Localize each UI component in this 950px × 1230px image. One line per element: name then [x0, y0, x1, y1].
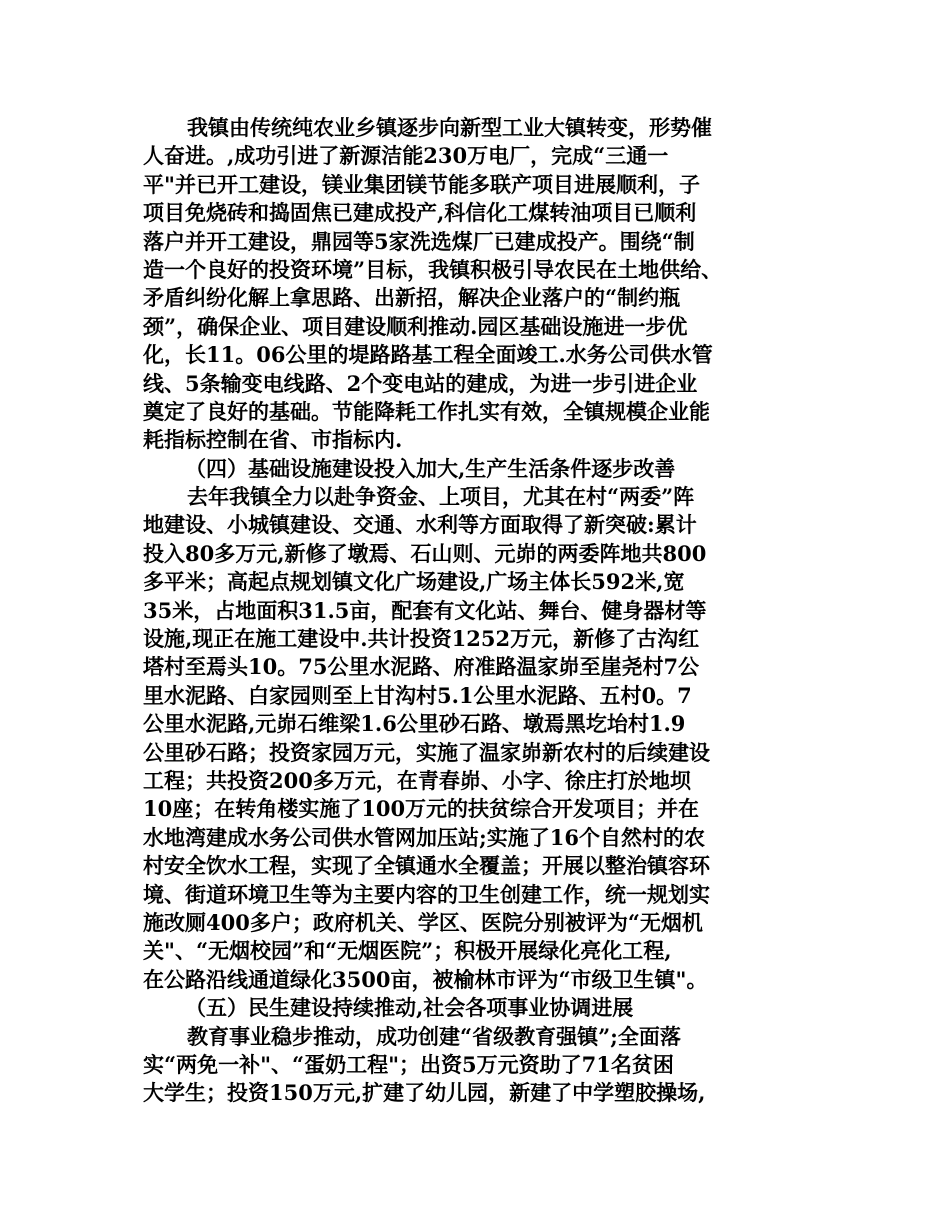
- paragraph-line: 10座；在转角楼实施了100万元的扶贫综合开发项目；并在: [143, 796, 700, 822]
- paragraph-line: 平"并已开工建设，镁业集团镁节能多联产项目进展顺利，子: [143, 171, 700, 197]
- paragraph-line: 工程；共投资200多万元，在青春峁、小字、徐庄打於地坝: [143, 767, 691, 793]
- paragraph-line: 教育事业稳步推动，成功创建“省级教育强镇”;全面落: [187, 1023, 681, 1049]
- paragraph-line: 落户并开工建设，鼎园等5家洗选煤厂已建成投产。围绕“制: [143, 228, 695, 254]
- paragraph-line: 水地湾建成水务公司供水管网加压站;实施了16个自然村的农: [143, 824, 705, 850]
- paragraph-line: 施改厕400多户；政府机关、学区、医院分别被评为“无烟机: [143, 909, 703, 935]
- paragraph-line: 里水泥路、白家园则至上甘沟村5.1公里水泥路、五村0。7: [143, 682, 692, 708]
- paragraph-line: 塔村至焉头10。75公里水泥路、府准路温家峁至崖尧村7公: [143, 654, 700, 680]
- paragraph-line: 地建设、小城镇建设、交通、水利等方面取得了新突破:累计: [143, 512, 697, 538]
- paragraph-line: 投入80多万元,新修了墩焉、石山则、元峁的两委阵地共800: [143, 540, 707, 566]
- paragraph-line: 去年我镇全力以赴争资金、上项目，尤其在村“两委”阵: [187, 484, 695, 510]
- paragraph-line: 耗指标控制在省、市指标内.: [143, 427, 403, 453]
- paragraph-line: 造一个良好的投资环境”目标，我镇积极引导农民在土地供给、: [143, 256, 723, 282]
- paragraph-line: 关"、“无烟校园”和“无烟医院”；积极开展绿化亮化工程,: [143, 938, 672, 964]
- paragraph-line: 公里砂石路；投资家园万元，实施了温家峁新农村的后续建设: [143, 739, 710, 765]
- paragraph-line: 线、5条输变电线路、2个变电站的建成，为进一步引进企业: [143, 370, 698, 396]
- paragraph-line: 公里水泥路,元峁石维梁1.6公里砂石路、墩焉黑圪坮村1.9: [143, 711, 686, 737]
- paragraph-line: 项目免烧砖和捣固焦已建成投产,科信化工煤转油项目已顺利: [143, 200, 697, 226]
- paragraph-line: 设施,现正在施工建设中.共计投资1252万元，新修了古沟红: [143, 626, 700, 652]
- body-text: [143, 114, 823, 1108]
- paragraph-line: 在公路沿线通道绿化3500亩，被榆林市评为“市级卫生镇"。: [143, 966, 708, 992]
- paragraph-line: 村安全饮水工程，实现了全镇通水全覆盖；开展以整治镇容环: [143, 853, 710, 879]
- section-heading: （五）民生建设持续推动,社会各项事业协调进展: [185, 995, 634, 1021]
- paragraph-line: 实“两免一补"、“蛋奶工程"；出资5万元资助了71名贫困: [143, 1051, 674, 1077]
- paragraph-line: 化，长11。06公里的堤路路基工程全面竣工.水务公司供水管: [143, 342, 713, 368]
- paragraph-line: 我镇由传统纯农业乡镇逐步向新型工业大镇转变，形势催: [187, 115, 712, 140]
- paragraph-line: 人奋进。,成功引进了新源洁能230万电厂，完成“三通一: [143, 143, 669, 169]
- paragraph-line: 矛盾纠纷化解上拿思路、出新招，解决企业落户的“制约瓶: [143, 285, 681, 311]
- paragraph-line: 境、街道环境卫生等为主要内容的卫生创建工作，统一规划实: [143, 881, 710, 907]
- paragraph-line: 35米，占地面积31.5亩，配套有文化站、舞台、健身器材等: [143, 597, 707, 623]
- paragraph-line: 奠定了良好的基础。节能降耗工作扎实有效，全镇规模企业能: [143, 398, 710, 424]
- paragraph-line: 多平米；高起点规划镇文化广场建设,广场主体长592米,宽: [143, 569, 685, 595]
- paragraph-line: 大学生；投资150万元,扩建了幼儿园，新建了中学塑胶操场,: [143, 1080, 706, 1106]
- paragraph-line: 颈”，确保企业、项目建设顺利推动.园区基础设施进一步优: [143, 313, 688, 339]
- section-heading: （四）基础设施建设投入加大,生产生活条件逐步改善: [185, 455, 676, 481]
